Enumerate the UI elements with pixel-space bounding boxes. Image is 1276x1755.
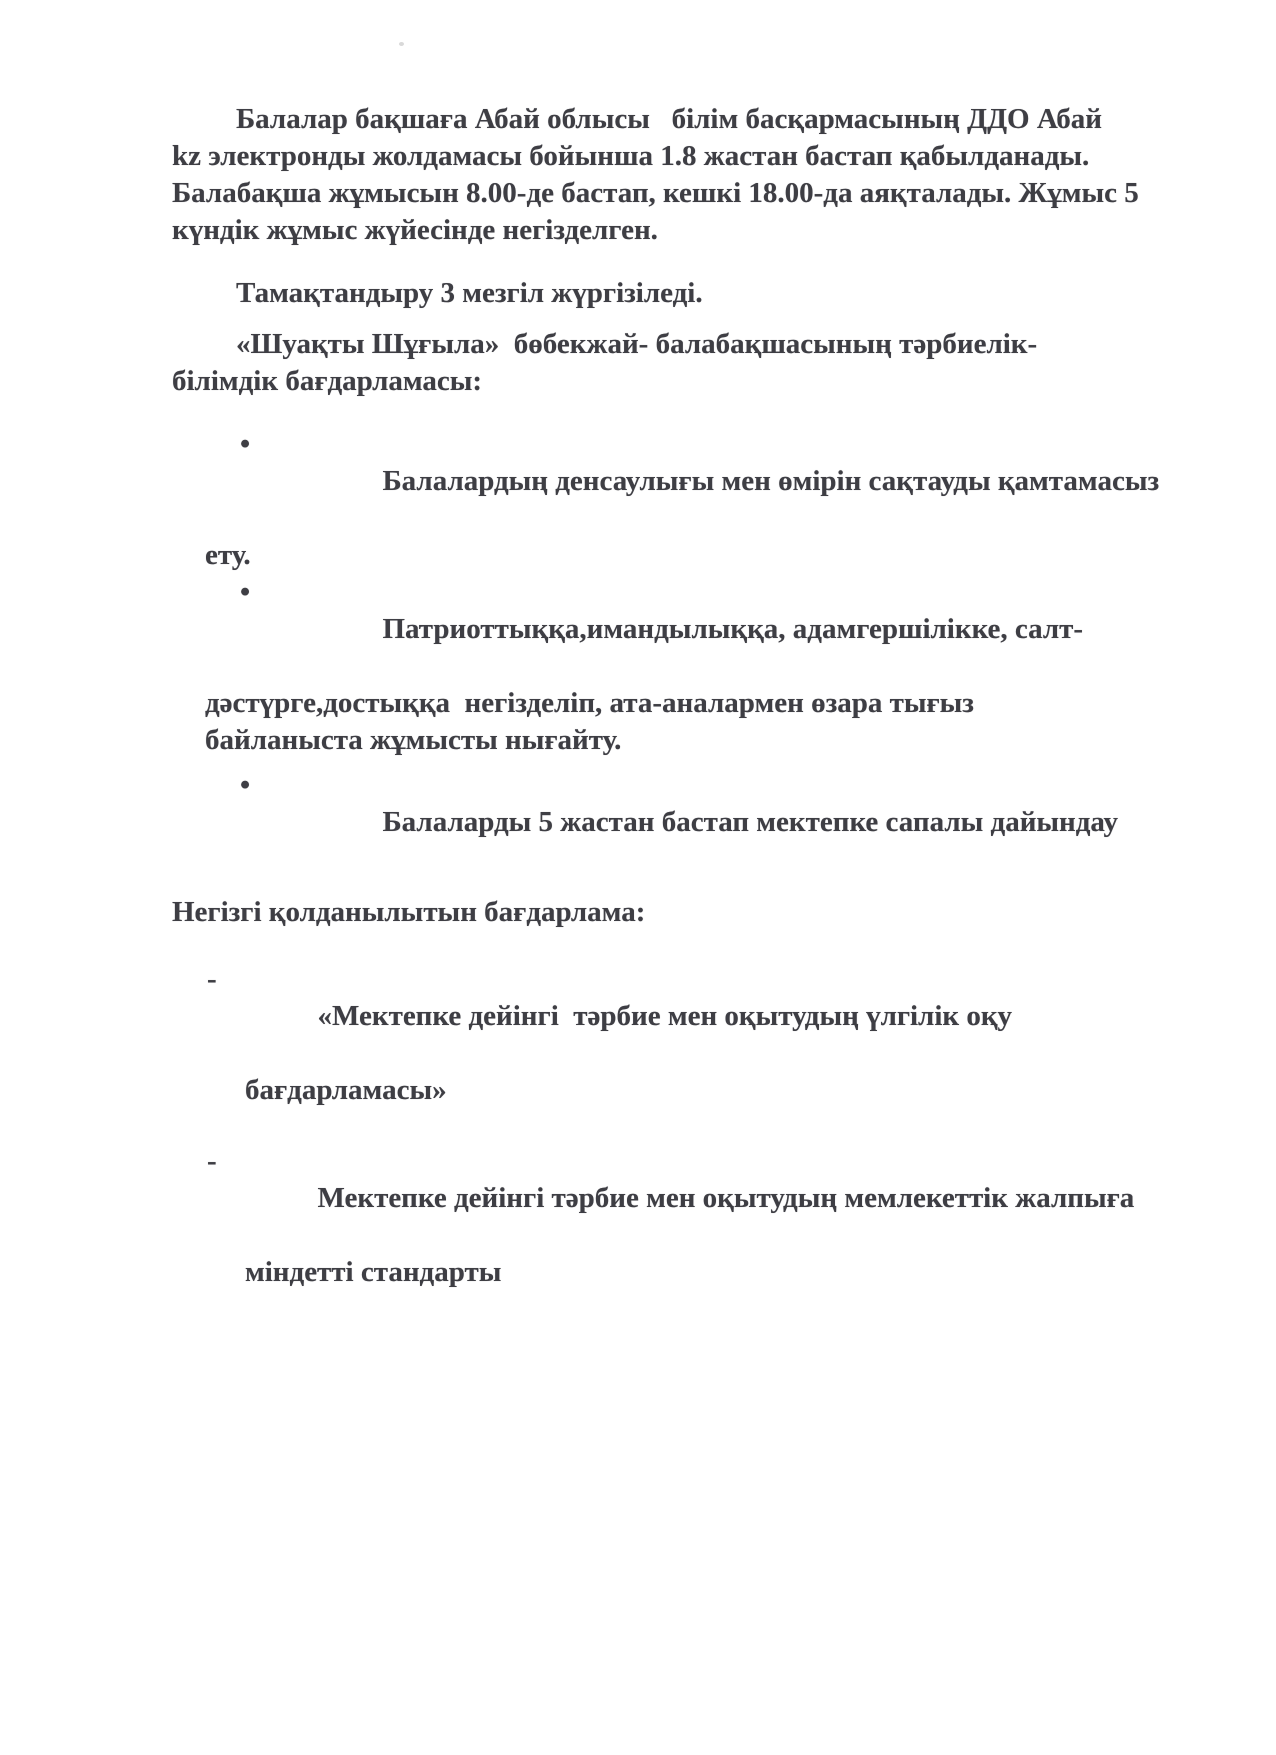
bullet-icon: • bbox=[240, 428, 251, 460]
dash-item-state-standard bbox=[172, 1143, 1135, 1291]
dash-line: міндетті стандарты bbox=[245, 1256, 502, 1288]
paragraph-line: білімдік бағдарламасы: bbox=[172, 365, 483, 397]
bullet-line bbox=[172, 574, 1084, 685]
dash-line: бағдарламасы» bbox=[245, 1074, 447, 1106]
bullet-icon: • bbox=[240, 769, 251, 801]
bullet-line bbox=[172, 767, 1118, 878]
dash-icon: - bbox=[207, 1145, 217, 1177]
paragraph-line: Балабақша жұмысын 8.00-де бастап, кешкі 18.00-да аяқталады. Жұмыс 5 bbox=[172, 177, 1139, 209]
bullet-list bbox=[172, 426, 1160, 878]
bullet-text: Балаларды 5 жастан бастап мектепке сапалы дайындау bbox=[382, 806, 1118, 838]
bullet-line bbox=[172, 426, 1160, 537]
bullet-line: дәстүрге,достыққа негізделіп, ата-аналармен өзара тығыз bbox=[205, 687, 974, 719]
dash-list bbox=[172, 961, 1135, 1291]
scan-artifact-speck bbox=[399, 42, 404, 46]
paragraph-line: Тамақтандыру 3 мезгіл жүргізіледі. bbox=[236, 277, 703, 309]
bullet-item-school-prep bbox=[172, 767, 1118, 878]
heading-main-program: Негізгі қолданылытын бағдарлама: bbox=[172, 896, 646, 928]
paragraph-line: kz электронды жолдамасы бойынша 1.8 жастан бастап қабылданады. bbox=[172, 140, 1090, 172]
bullet-icon: • bbox=[240, 576, 251, 608]
bullet-text: Балалардың денсаулығы мен өмірін сақтауды қамтамасыз bbox=[382, 465, 1160, 497]
dash-text: «Мектепке дейінгі тәрбие мен оқытудың үлгілік оқу bbox=[317, 1000, 1013, 1032]
paragraph-line: Балалар бақшаға Абай облысы білім басқармасының ДДО Абай bbox=[236, 103, 1103, 135]
dash-text: Мектепке дейінгі тәрбие мен оқытудың мемлекеттік жалпыға bbox=[317, 1182, 1135, 1214]
dash-line bbox=[172, 1143, 1135, 1254]
dash-icon: - bbox=[207, 963, 217, 995]
bullet-item-health bbox=[172, 426, 1160, 574]
dash-item-model-curriculum bbox=[172, 961, 1072, 1109]
bullet-line: байланыста жұмысты нығайту. bbox=[205, 724, 622, 756]
paragraph-program-intro bbox=[172, 326, 1072, 400]
bullet-text: Патриоттыққа,имандылыққа, адамгершілікке, салт- bbox=[382, 613, 1084, 645]
paragraph-line: «Шуақты Шұғыла» бөбекжай- балабақшасының тәрбиелік- bbox=[236, 328, 1038, 360]
bullet-item-patriotism bbox=[172, 574, 1084, 759]
paragraph-admission bbox=[172, 101, 1139, 249]
paragraph-line: күндік жұмыс жүйесінде негізделген. bbox=[172, 214, 658, 246]
dash-line bbox=[172, 961, 1072, 1072]
paragraph-meals bbox=[172, 275, 1072, 312]
bullet-line: ету. bbox=[205, 539, 251, 571]
document-content bbox=[172, 101, 1160, 1291]
